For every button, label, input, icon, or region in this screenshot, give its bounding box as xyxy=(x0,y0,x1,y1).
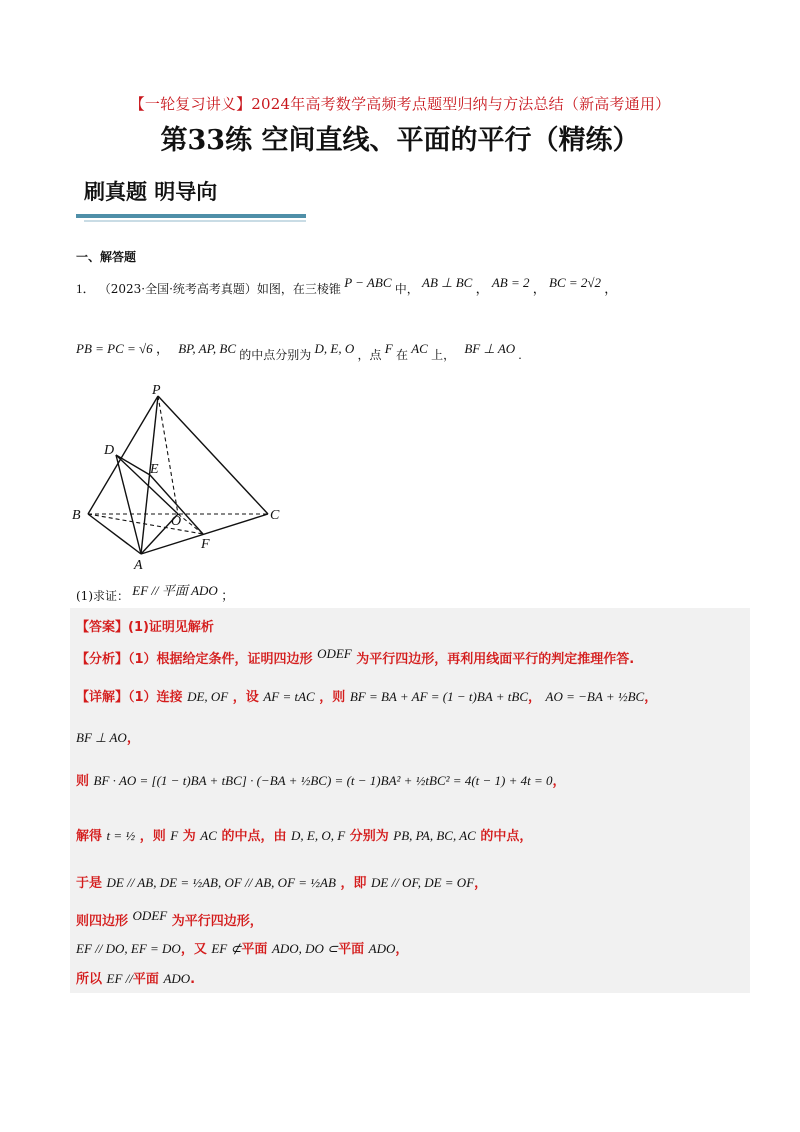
comma: ， xyxy=(604,281,618,296)
math-ef-not-subset: EF ⊄ xyxy=(211,941,242,956)
math-af-tac: AF = tAC xyxy=(263,689,315,704)
comma: ， xyxy=(532,281,546,296)
text-zai: 在 xyxy=(395,348,408,362)
detail-label: 【详解】 xyxy=(76,690,129,705)
math-ao-vector: AO = −BA + ½BC xyxy=(545,689,645,704)
detail-text: ， xyxy=(474,876,488,891)
label-p: P xyxy=(152,383,161,398)
math-dot-product: BF · AO = [(1 − t)BA + tBC] · (−BA + ½BC) = (t − 1)BA² + ½tBC² = 4(t − 1) + 4t = 0 xyxy=(93,773,553,788)
math-f: F xyxy=(170,828,179,843)
segment-do xyxy=(116,455,178,514)
detail-text: ，即 xyxy=(340,876,367,891)
math-ado: ADO xyxy=(368,941,396,956)
math-bf-perp-ao: BF ⊥ AO xyxy=(464,341,516,356)
detail-line-1 xyxy=(76,686,657,705)
detail-text: 的中点， xyxy=(480,829,533,844)
part1-end: ； xyxy=(221,588,235,603)
detail-line-8 xyxy=(76,968,195,987)
label-d: D xyxy=(104,443,115,458)
part1-line xyxy=(76,585,234,604)
detail-text: 分别为 xyxy=(349,829,389,844)
math-ado-do-subset: ADO, DO ⊂ xyxy=(271,941,339,956)
detail-line-6 xyxy=(76,910,263,929)
detail-text: ，则 xyxy=(319,690,346,705)
detail-text: （1）连接 xyxy=(128,690,183,705)
math-de-of-parallel: DE // AB, DE = ½AB, OF // AB, OF = ½AB xyxy=(106,875,336,890)
math-de-of: DE, OF xyxy=(187,689,229,704)
analysis-text-2: 为平行四边形，再利用线面平行的判定推理作答. xyxy=(356,652,635,667)
detail-text: 所以 xyxy=(76,972,103,987)
detail-text: ，设 xyxy=(232,690,259,705)
period: . xyxy=(518,347,522,362)
question-source: （2023·全国·统考高考真题）如图，在三棱锥 xyxy=(98,282,341,296)
text-dian: ，点 xyxy=(357,348,382,362)
detail-text: 平面 xyxy=(338,942,365,957)
label-e: E xyxy=(150,462,159,477)
tetrahedron-figure xyxy=(68,382,288,582)
math-bc-eq: BC = 2√2 xyxy=(549,275,602,290)
banner-underline-shadow xyxy=(84,220,306,222)
section-heading: 一、解答题 xyxy=(76,250,137,264)
detail-text: 的中点，由 xyxy=(221,829,287,844)
math-ac: AC xyxy=(200,828,217,843)
math-ab-eq-2: AB = 2 xyxy=(491,275,530,290)
detail-text: 则四边形 xyxy=(76,914,129,929)
analysis-label: 【分析】 xyxy=(76,652,129,667)
comma: ， xyxy=(155,341,169,356)
math-d-e-o: D, E, O xyxy=(314,341,355,356)
text-shang: 上， xyxy=(431,348,456,362)
label-o: O xyxy=(171,514,182,529)
detail-text: ， xyxy=(528,690,542,705)
detail-text: ， xyxy=(126,731,140,746)
math-odef: ODEF xyxy=(317,646,352,661)
question-line-1 xyxy=(76,275,618,297)
comma: ， xyxy=(475,281,489,296)
math-pb-pa-bc-ac: PB, PA, BC, AC xyxy=(393,828,476,843)
detail-text: 于是 xyxy=(76,876,103,891)
question-line-2 xyxy=(76,338,522,362)
label-f: F xyxy=(201,537,210,552)
math-bp-ap-bc: BP, AP, BC xyxy=(178,341,236,356)
math-odef: ODEF xyxy=(132,908,168,923)
analysis-text: （1）根据给定条件，证明四边形 xyxy=(128,652,313,667)
detail-text: . xyxy=(190,972,196,987)
label-a: A xyxy=(134,558,143,573)
detail-text: 为平行四边形， xyxy=(171,914,263,929)
math-f: F xyxy=(384,341,393,356)
segment-da xyxy=(116,455,141,554)
banner-underline xyxy=(76,214,306,218)
part1-prompt: (1)求证： xyxy=(76,589,129,603)
label-b: B xyxy=(72,508,81,523)
math-bf-vector: BF = BA + AF = (1 − t)BA + tBC xyxy=(349,689,528,704)
math-ac: AC xyxy=(411,341,428,356)
math-de-eq-of: DE // OF, DE = OF xyxy=(371,875,475,890)
detail-text: ，则 xyxy=(139,829,166,844)
math-p-abc: P − ABC xyxy=(344,275,392,290)
page-title: 第33练 空间直线、平面的平行（精练） xyxy=(160,125,640,156)
math-ef-parallel-ado: EF // 平面 ADO xyxy=(132,583,218,598)
detail-line-3 xyxy=(76,770,566,789)
detail-text: ， xyxy=(644,690,658,705)
detail-text: 平面 xyxy=(241,942,268,957)
detail-text: ，又 xyxy=(180,942,207,957)
math-pb-pc: PB = PC = √6 xyxy=(76,341,153,356)
detail-text: 平面 xyxy=(132,972,159,987)
analysis-line xyxy=(76,648,634,667)
detail-text: 解得 xyxy=(76,829,103,844)
detail-text: ， xyxy=(552,774,566,789)
math-d-e-o-f: D, E, O, F xyxy=(291,828,346,843)
detail-line-4 xyxy=(76,825,532,844)
answer-line: 【答案】(1)证明见解析 xyxy=(76,620,214,635)
detail-line-5 xyxy=(76,872,487,891)
math-ab-perp-bc: AB ⊥ BC xyxy=(422,275,473,290)
detail-line-7 xyxy=(76,938,408,957)
section-banner: 刷真题 明导向 xyxy=(84,179,218,204)
math-t-half: t = ½ xyxy=(106,828,136,843)
math-bf-perp-ao: BF ⊥ AO xyxy=(76,730,127,745)
detail-line-2 xyxy=(76,727,140,746)
text-midpoints: 的中点分别为 xyxy=(239,348,312,362)
text-zhong: 中， xyxy=(394,282,419,296)
math-ado: ADO xyxy=(163,971,191,986)
question-number: 1． xyxy=(76,281,96,296)
detail-text: 为 xyxy=(182,829,196,844)
math-ef-parallel: EF // xyxy=(106,971,133,986)
detail-text: ， xyxy=(395,942,409,957)
label-c: C xyxy=(270,508,280,523)
detail-text: 则 xyxy=(76,774,90,789)
series-title: 【一轮复习讲义】2024年高考数学高频考点题型归纳与方法总结（新高考通用） xyxy=(129,95,671,113)
segment-of-hidden xyxy=(178,514,203,534)
math-ef-do: EF // DO, EF = DO xyxy=(76,941,181,956)
